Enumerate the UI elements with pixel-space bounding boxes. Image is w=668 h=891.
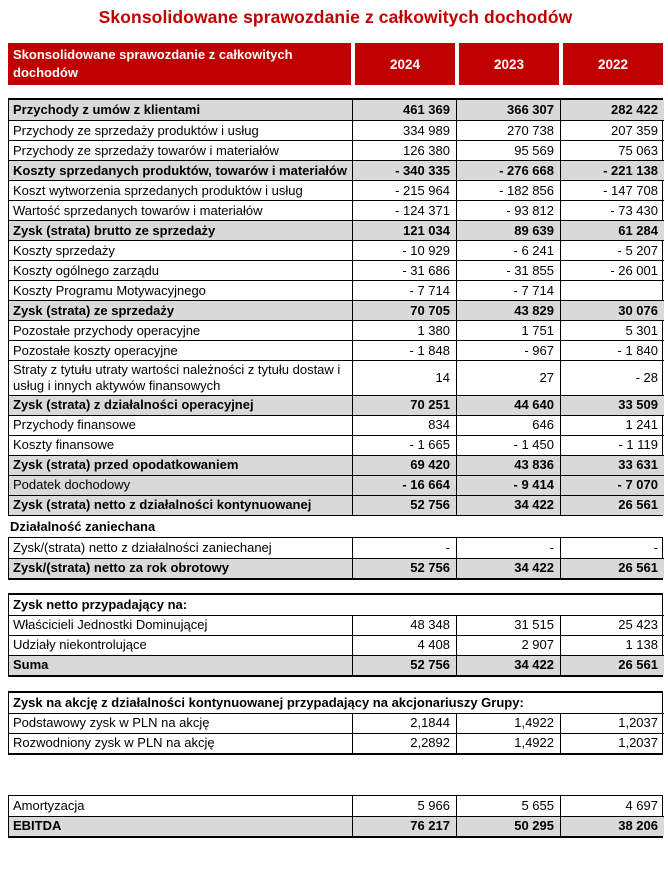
row-label: Zysk (strata) przed opodatkowaniem <box>9 455 352 475</box>
value-2024: - 1 665 <box>352 435 456 455</box>
value-2023: 34 422 <box>456 495 560 515</box>
row-label: Koszty ogólnego zarządu <box>9 260 352 280</box>
value-2023: 1 751 <box>456 320 560 340</box>
row-label: Koszty Programu Motywacyjnego <box>9 280 352 300</box>
value-2024: 2,1844 <box>352 713 456 733</box>
value-2023: 31 515 <box>456 615 560 635</box>
value-2023: - 182 856 <box>456 180 560 200</box>
value-2024: - 215 964 <box>352 180 456 200</box>
value-2023: 27 <box>456 360 560 395</box>
value-2022: 26 561 <box>560 495 664 515</box>
row-label: Rozwodniony zysk w PLN na akcję <box>9 733 352 753</box>
value-2023: - 9 414 <box>456 475 560 495</box>
value-2022: 4 697 <box>560 796 664 816</box>
value-2024: 834 <box>352 415 456 435</box>
row-label: Zysk (strata) ze sprzedaży <box>9 300 352 320</box>
value-2024: 2,2892 <box>352 733 456 753</box>
value-2024: - 340 335 <box>352 160 456 180</box>
spacer <box>8 755 663 795</box>
row-label: Przychody z umów z klientami <box>9 100 352 120</box>
value-2022: - 5 207 <box>560 240 664 260</box>
value-2022: - 26 001 <box>560 260 664 280</box>
value-2022: 75 063 <box>560 140 664 160</box>
value-2024: - <box>352 538 456 558</box>
row-label: Przychody finansowe <box>9 415 352 435</box>
row-label: Podatek dochodowy <box>9 475 352 495</box>
value-2022: - 221 138 <box>560 160 664 180</box>
spacer <box>8 580 663 593</box>
value-2022: 25 423 <box>560 615 664 635</box>
value-2022: 282 422 <box>560 100 664 120</box>
value-2023: 1,4922 <box>456 733 560 753</box>
value-2023: 270 738 <box>456 120 560 140</box>
row-label: Koszty sprzedanych produktów, towarów i materiałów <box>9 160 352 180</box>
value-2024: 52 756 <box>352 558 456 578</box>
value-2022: 33 631 <box>560 455 664 475</box>
row-label: Zysk/(strata) netto za rok obrotowy <box>9 558 352 578</box>
value-2023: 5 655 <box>456 796 560 816</box>
value-2023: - 31 855 <box>456 260 560 280</box>
section-header: Zysk netto przypadający na: <box>13 596 188 612</box>
value-2023: 34 422 <box>456 558 560 578</box>
value-2024: - 31 686 <box>352 260 456 280</box>
row-label: Koszt wytworzenia sprzedanych produktów i usług <box>9 180 352 200</box>
row-label: Przychody ze sprzedaży towarów i materiałów <box>9 140 352 160</box>
value-2022: 1,2037 <box>560 713 664 733</box>
earnings-per-share <box>8 691 663 755</box>
value-2022: 1 138 <box>560 635 664 655</box>
row-label: Zysk/(strata) netto z działalności zaniechanej <box>13 539 272 555</box>
value-2023: - <box>456 538 560 558</box>
value-2024: 334 989 <box>352 120 456 140</box>
value-2024: - 1 848 <box>352 340 456 360</box>
value-2022: - 147 708 <box>560 180 664 200</box>
value-2022: 33 509 <box>560 395 664 415</box>
value-2024: - 16 664 <box>352 475 456 495</box>
value-2022: 30 076 <box>560 300 664 320</box>
value-2023: 44 640 <box>456 395 560 415</box>
section-header: Zysk na akcję z działalności kontynuowanej przypadający na akcjonariuszy Grupy: <box>13 694 524 710</box>
row-label: Pozostałe koszty operacyjne <box>9 340 352 360</box>
year-column-2022: 2022 <box>559 43 663 85</box>
page-title: Skonsolidowane sprawozdanie z całkowitych dochodów <box>98 7 573 27</box>
value-2024: 76 217 <box>352 816 456 836</box>
value-2023: 646 <box>456 415 560 435</box>
spacer <box>8 677 663 691</box>
value-2024: 69 420 <box>352 455 456 475</box>
value-2024: 5 966 <box>352 796 456 816</box>
value-2023: 89 639 <box>456 220 560 240</box>
value-2023: - 276 668 <box>456 160 560 180</box>
value-2024: 70 705 <box>352 300 456 320</box>
value-2023: - 1 450 <box>456 435 560 455</box>
value-2024: 70 251 <box>352 395 456 415</box>
value-2023: 50 295 <box>456 816 560 836</box>
value-2024: 121 034 <box>352 220 456 240</box>
value-2024: 14 <box>352 360 456 395</box>
row-label: Koszty sprzedaży <box>9 240 352 260</box>
statement-tables <box>8 98 663 838</box>
row-label: Zysk (strata) brutto ze sprzedaży <box>9 220 352 240</box>
row-label: Suma <box>9 655 352 675</box>
row-label: Straty z tytułu utraty wartości należności z tytułu dostaw i usług i innych aktywów finansowych <box>9 360 352 395</box>
value-2024: - 124 371 <box>352 200 456 220</box>
row-label: Wartość sprzedanych towarów i materiałów <box>9 200 352 220</box>
value-2023: 366 307 <box>456 100 560 120</box>
net-profit-attribution <box>8 593 663 677</box>
year-column-2023: 2023 <box>455 43 559 85</box>
value-2023: 43 836 <box>456 455 560 475</box>
value-2024: 48 348 <box>352 615 456 635</box>
value-2022: 207 359 <box>560 120 664 140</box>
value-2022: - <box>560 538 664 558</box>
value-2022: 61 284 <box>560 220 664 240</box>
value-2022: 38 206 <box>560 816 664 836</box>
value-2023: 95 569 <box>456 140 560 160</box>
value-2022: 26 561 <box>560 558 664 578</box>
value-2022: - 1 840 <box>560 340 664 360</box>
row-label: Zysk (strata) z działalności operacyjnej <box>9 395 352 415</box>
value-2022 <box>560 280 664 300</box>
value-2024: - 7 714 <box>352 280 456 300</box>
value-2024: 52 756 <box>352 495 456 515</box>
value-2022: - 73 430 <box>560 200 664 220</box>
value-2022: 1 241 <box>560 415 664 435</box>
value-2024: 4 408 <box>352 635 456 655</box>
value-2023: 43 829 <box>456 300 560 320</box>
value-2023: - 6 241 <box>456 240 560 260</box>
discontinued-operations-band: Działalność zaniechana <box>10 518 156 534</box>
table-header <box>8 43 663 85</box>
value-2024: 1 380 <box>352 320 456 340</box>
value-2024: 126 380 <box>352 140 456 160</box>
row-label: Udziały niekontrolujące <box>9 635 352 655</box>
value-2023: 34 422 <box>456 655 560 675</box>
value-2023: - 967 <box>456 340 560 360</box>
value-2023: 2 907 <box>456 635 560 655</box>
row-label: Zysk (strata) netto z działalności kontynuowanej <box>9 495 352 515</box>
row-label: EBITDA <box>9 816 352 836</box>
ebitda-table <box>8 795 663 838</box>
value-2022: 26 561 <box>560 655 664 675</box>
value-2024: 52 756 <box>352 655 456 675</box>
value-2024: 461 369 <box>352 100 456 120</box>
row-label: Koszty finansowe <box>9 435 352 455</box>
value-2023: - 7 714 <box>456 280 560 300</box>
row-label: Właścicieli Jednostki Dominującej <box>9 615 352 635</box>
value-2022: - 1 119 <box>560 435 664 455</box>
row-label: Podstawowy zysk w PLN na akcję <box>9 713 352 733</box>
value-2022: 5 301 <box>560 320 664 340</box>
income-statement-main <box>8 98 663 516</box>
value-2022: - 7 070 <box>560 475 664 495</box>
row-label: Amortyzacja <box>13 797 85 813</box>
row-label: Przychody ze sprzedaży produktów i usług <box>9 120 352 140</box>
value-2022: 1,2037 <box>560 733 664 753</box>
value-2024: - 10 929 <box>352 240 456 260</box>
year-column-2024: 2024 <box>351 43 455 85</box>
value-2023: - 93 812 <box>456 200 560 220</box>
table-header-label: Skonsolidowane sprawozdanie z całkowitych dochodów <box>8 43 351 85</box>
income-statement-final <box>8 537 663 580</box>
value-2022: - 28 <box>560 360 664 395</box>
value-2023: 1,4922 <box>456 713 560 733</box>
row-label: Pozostałe przychody operacyjne <box>9 320 352 340</box>
